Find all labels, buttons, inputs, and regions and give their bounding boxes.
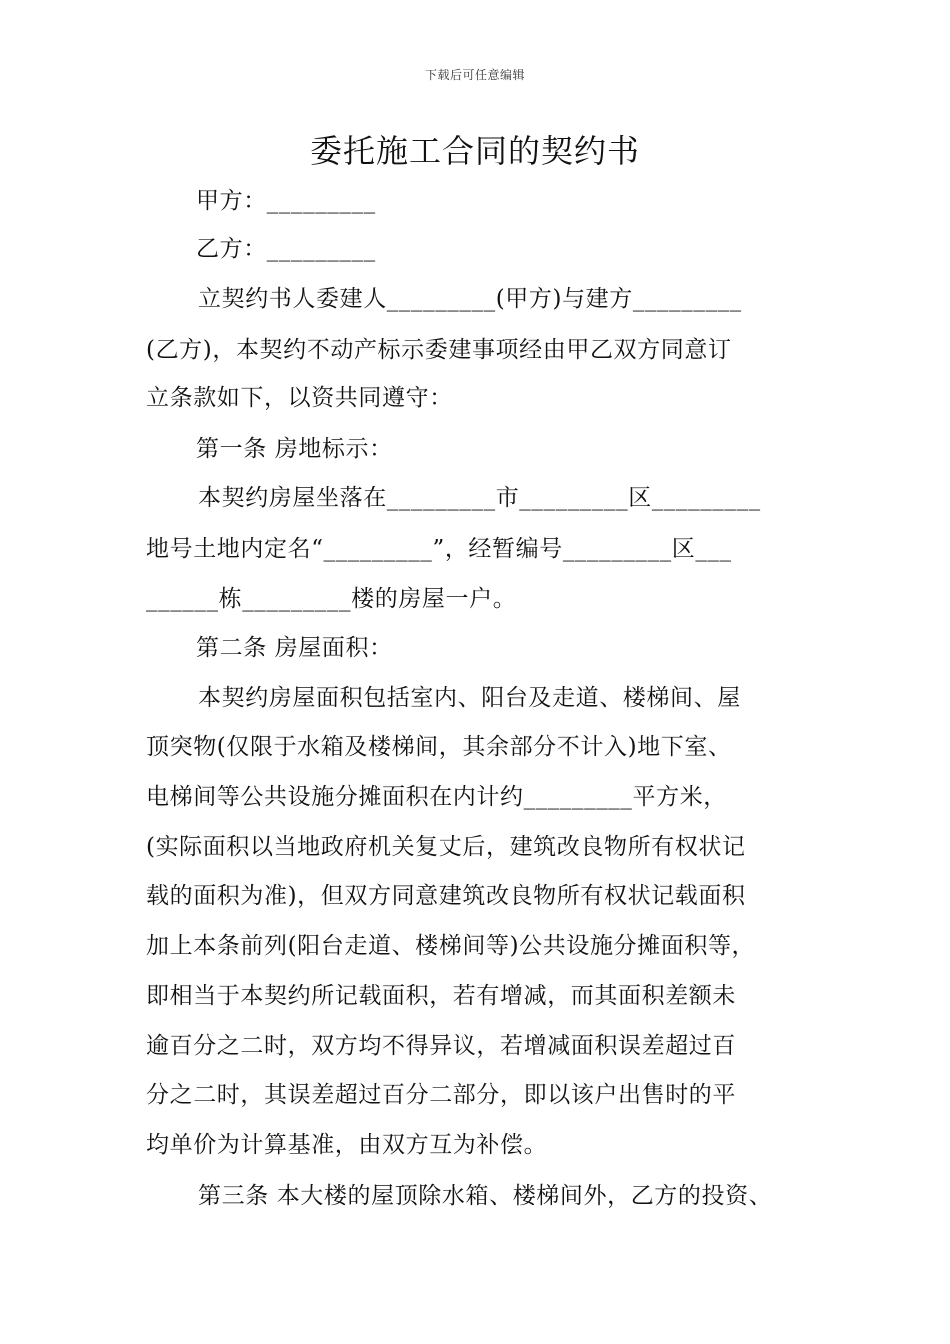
body-line: 本契约房屋面积包括室内、阳台及走道、楼梯间、屋	[198, 685, 741, 711]
body-line: 逾百分之二时，双方均不得异议，若增减面积误差超过百	[146, 1033, 736, 1059]
document-title: 委托施工合同的契约书	[309, 132, 640, 170]
body-line: 加上本条前列(阳台走道、楼梯间等)公共设施分摊面积等，	[146, 933, 756, 959]
body-line: 地号土地内定名“_________”，经暂编号_________区___	[146, 536, 732, 562]
article-2-heading: 第二条 房屋面积：	[196, 635, 393, 661]
body-line: (乙方)，本契约不动产标示委建事项经由甲乙双方同意订	[146, 337, 732, 363]
body-line: 分之二时，其误差超过百分二部分，即以该户出售时的平	[146, 1082, 736, 1108]
body-line: 电梯间等公共设施分摊面积在内计约_________平方米，	[146, 784, 727, 810]
body-line: 即相当于本契约所记载面积，若有增减，而其面积差额未	[146, 983, 736, 1009]
body-line: 本契约房屋坐落在_________市_________区_________	[198, 485, 761, 511]
body-line: ______栋_________楼的房屋一户。	[146, 586, 517, 612]
article-3-line: 第三条 本大楼的屋顶除水箱、楼梯间外，乙方的投资、	[198, 1183, 773, 1209]
party-a-line: 甲方：_________	[196, 188, 376, 214]
body-line: 均单价为计算基准，由双方互为补偿。	[146, 1132, 548, 1158]
header-note: 下载后可任意编辑	[424, 68, 525, 82]
body-line: 立契约书人委建人_________(甲方)与建方_________	[198, 286, 742, 312]
body-line: (实际面积以当地政府机关复丈后，建筑改良物所有权状记	[146, 834, 746, 860]
body-line: 顶突物(仅限于水箱及楼梯间，其余部分不计入)地下室、	[146, 734, 732, 760]
body-line: 立条款如下，以资共同遵守：	[146, 385, 453, 411]
party-b-line: 乙方：_________	[196, 236, 376, 262]
body-line: 载的面积为准)，但双方同意建筑改良物所有权状记载面积	[146, 883, 746, 909]
article-1-heading: 第一条 房地标示：	[196, 436, 393, 462]
